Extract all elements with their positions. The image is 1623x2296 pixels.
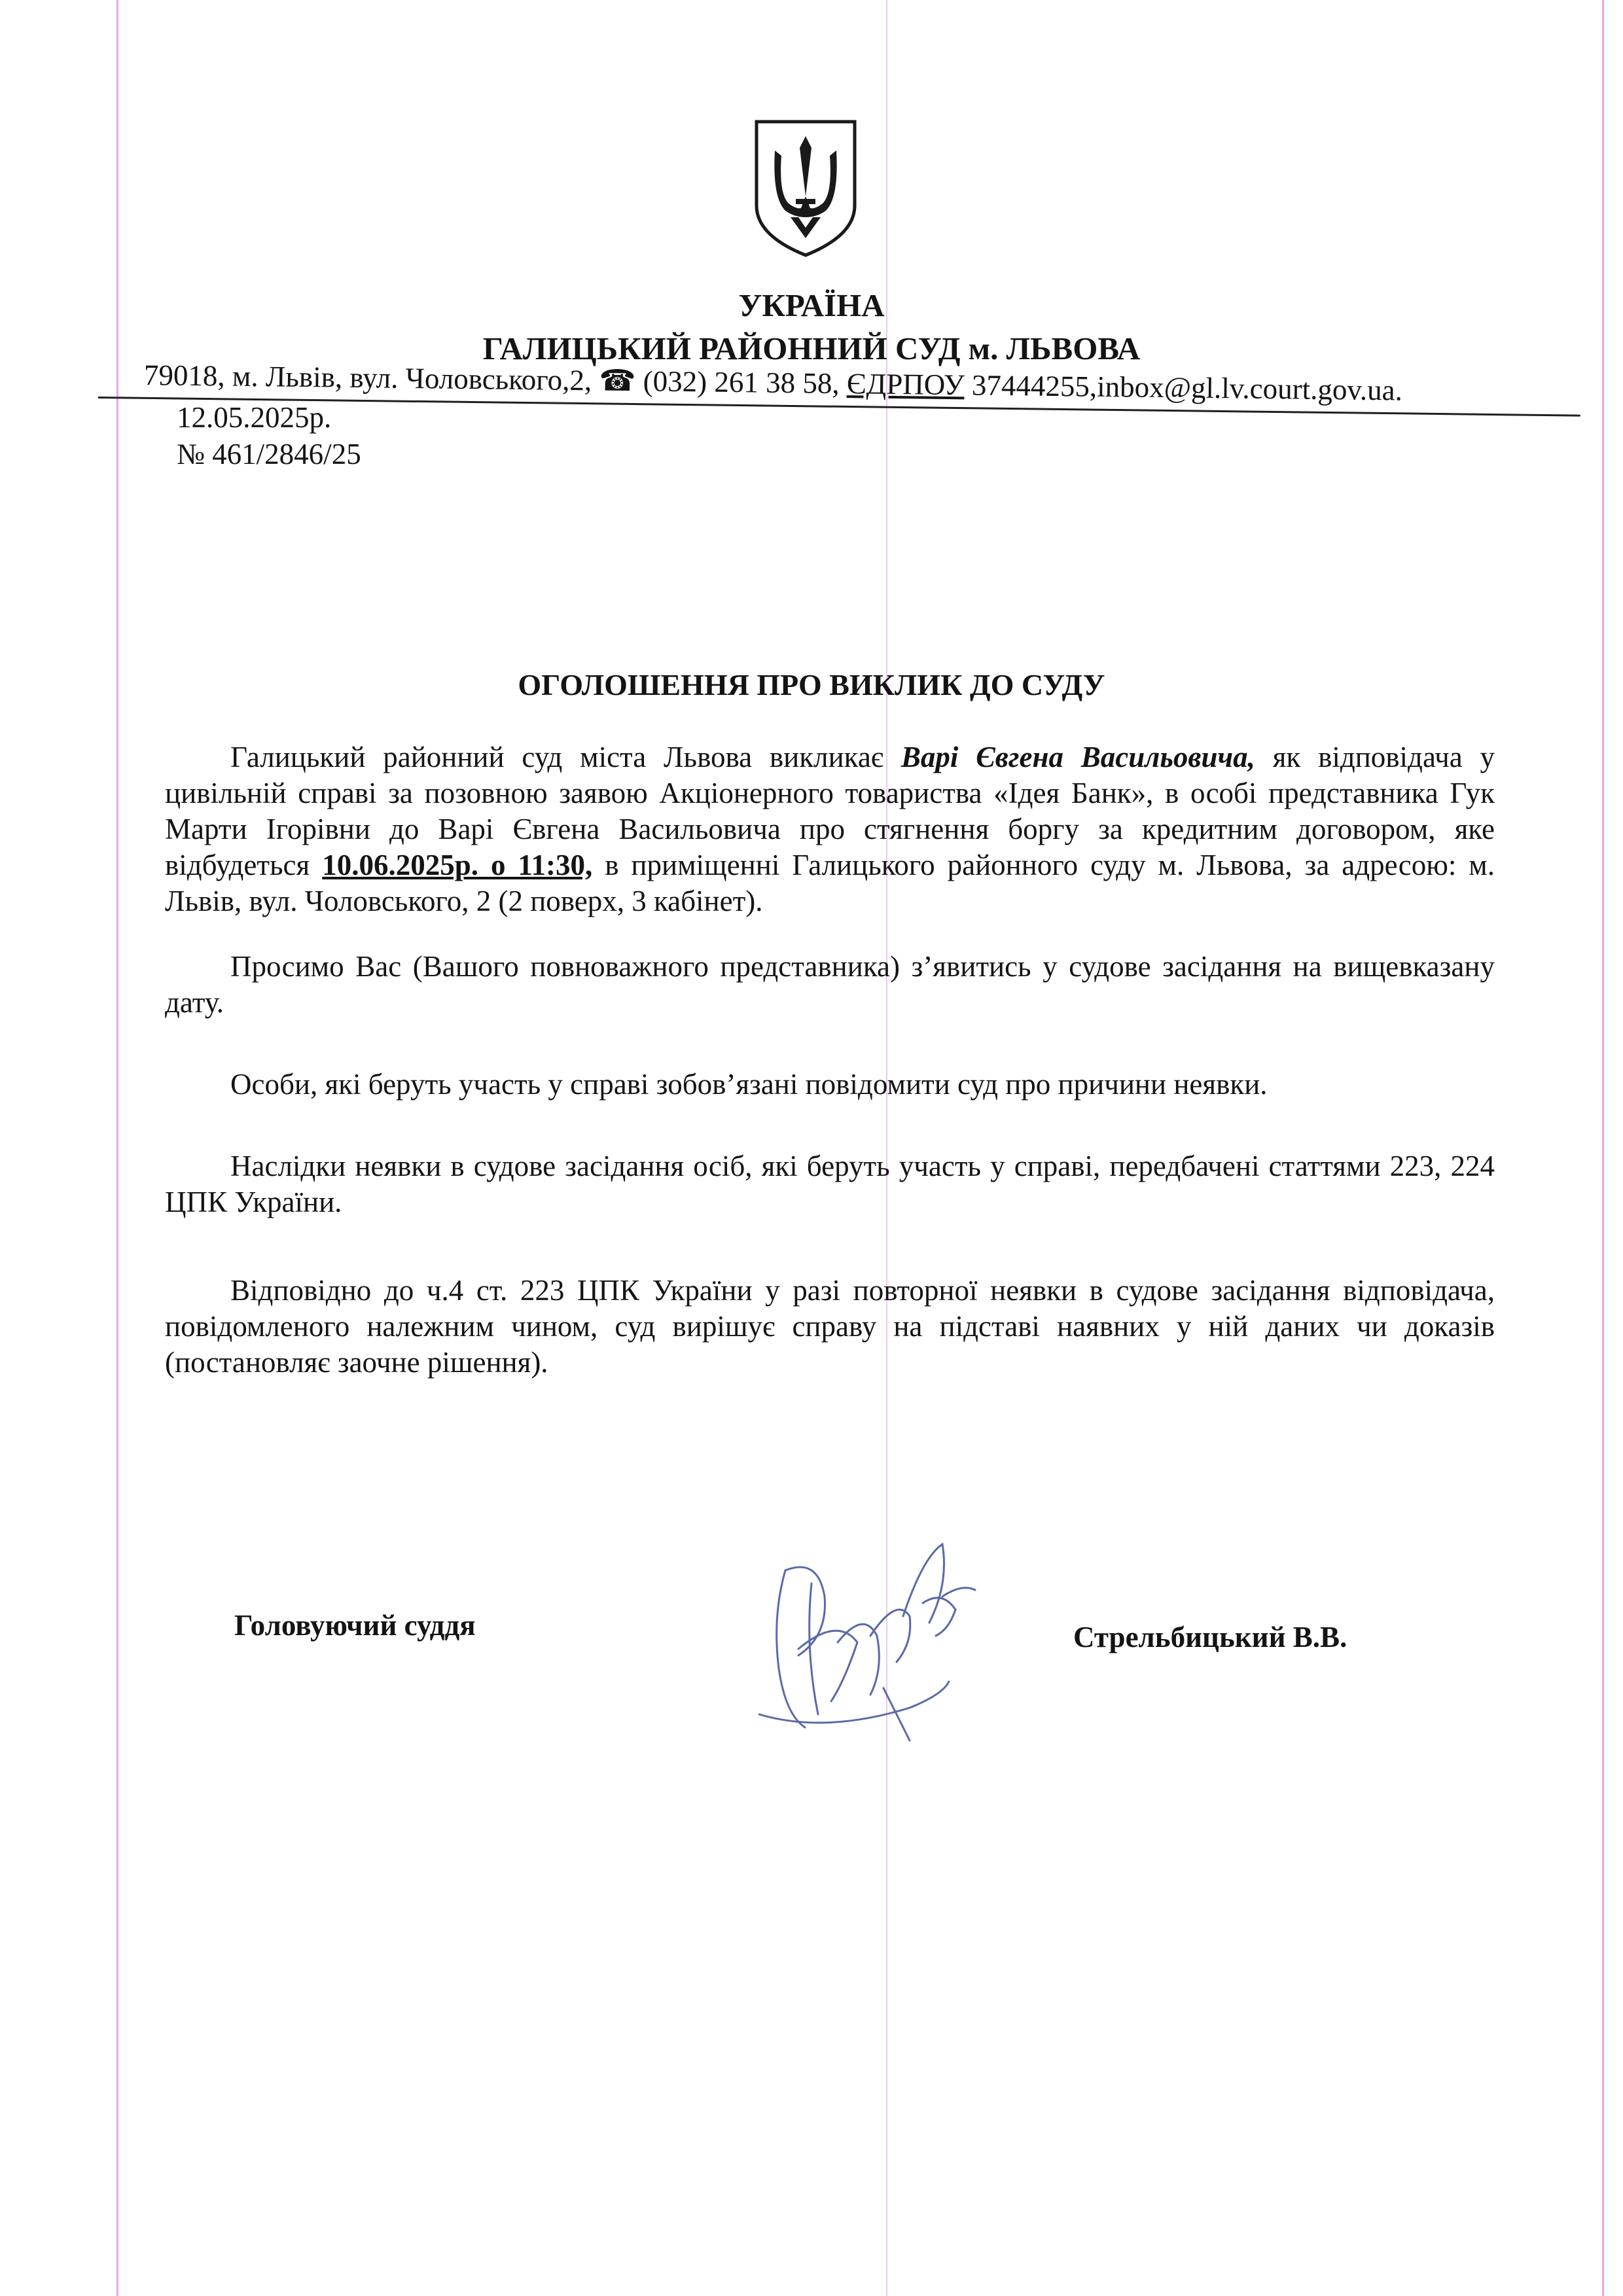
judge-title: Головуючий суддя: [234, 1609, 476, 1642]
judge-name: Стрельбицький В.В.: [1073, 1621, 1347, 1653]
defendant-name: Варі Євгена Васильовича,: [901, 741, 1255, 773]
document-date: 12.05.2025р.: [177, 401, 332, 434]
coat-of-arms-icon: [753, 119, 859, 258]
default-judgment-paragraph: Відповідно до ч.4 ст. 223 ЦПК України у разі повторної неявки в судове засідання відповідача, повідомленого належним чином, суд вирішує справу на підставі наявних у ній даних чи доказів (постановляє заочне рішення).: [165, 1274, 1495, 1379]
summons-paragraph: [165, 739, 1495, 919]
case-number: № 461/2846/25: [177, 438, 361, 470]
hearing-datetime: 10.06.2025р. о 11:30,: [322, 849, 593, 881]
summons-text: в приміщенні Галицького районного суду м. Львова, за адресою: м. Львів, вул. Чоловського, 2 (2 поверх, 3 кабінет).: [165, 849, 1495, 917]
court-name-heading: ГАЛИЦЬКИЙ РАЙОННИЙ СУД м. ЛЬВОВА: [482, 330, 1141, 366]
handwritten-signature: [746, 1518, 995, 1754]
court-address: 79018, м. Львів, вул. Чоловського,2,: [143, 359, 592, 397]
summons-text: як відповідача у цивільній справі за позовною заявою Акціонерного товариства «Ідея Банк», в особі представника Гук Марти Ігорівни до Варі Євгена Васильовича про стягнення боргу за кредитним договором, яке відбудеться: [165, 741, 1495, 881]
notice-paragraph: Особи, які беруть участь у справі зобов’язані повідомити суд про причини неявки.: [230, 1068, 1268, 1101]
country-heading: УКРАЇНА: [738, 287, 885, 323]
consequences-paragraph: Наслідки неявки в судове засідання осіб, які беруть участь у справі, передбачені статтями 223, 224 ЦПК України.: [165, 1150, 1495, 1218]
summons-text: Галицький районний суд міста Львова викликає: [230, 741, 884, 773]
request-paragraph: Просимо Вас (Вашого повноважного представника) з’явитись у судове засідання на вищевказану дату.: [165, 950, 1495, 1019]
document-title: ОГОЛОШЕННЯ ПРО ВИКЛИК ДО СУДУ: [518, 668, 1105, 701]
phone-icon: ☎: [599, 364, 636, 398]
court-phone: (032) 261 38 58,: [643, 364, 840, 400]
edrpou-label: ЄДРПОУ: [846, 367, 965, 402]
court-code-and-email: 37444255,inbox@gl.lv.court.gov.ua.: [971, 368, 1403, 407]
